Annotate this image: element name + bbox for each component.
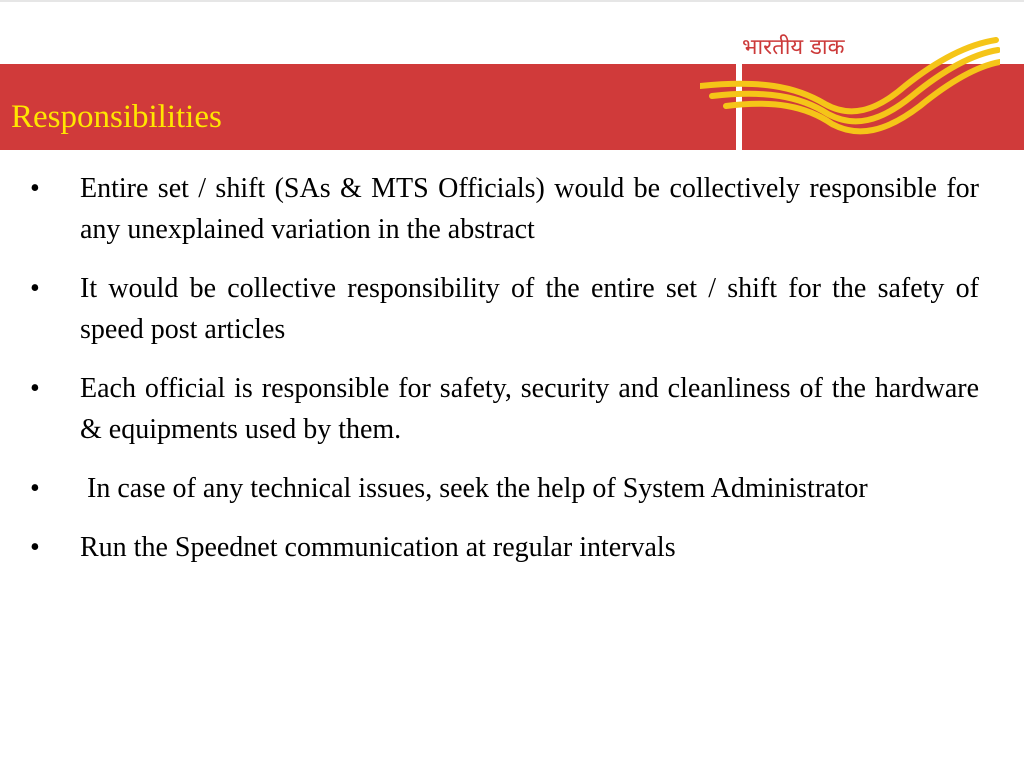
bullet-marker: • — [30, 473, 40, 504]
bullet-marker: • — [30, 173, 40, 204]
bullet-text: Run the Speednet communication at regular intervals — [80, 532, 676, 563]
bullet-text: It would be collective responsibility of the entire set / shift for the safety of speed post articles — [80, 273, 979, 345]
bullet-marker: • — [30, 373, 40, 404]
bullet-item — [30, 168, 979, 250]
top-divider — [0, 0, 1024, 2]
bullet-list — [30, 168, 979, 586]
logo-text: भारतीय डाक — [742, 35, 845, 60]
bullet-text: In case of any technical issues, seek the help of System Administrator — [80, 473, 868, 504]
bullet-item — [30, 527, 979, 568]
bullet-text: Entire set / shift (SAs & MTS Officials) would be collectively responsible for any unexplained variation in the abstract — [80, 173, 979, 245]
bullet-item — [30, 268, 979, 350]
slide-title: Responsibilities — [11, 99, 222, 135]
bullet-item — [30, 368, 979, 450]
bullet-text: Each official is responsible for safety, security and cleanliness of the hardware & equipments used by them. — [80, 373, 979, 445]
bullet-marker: • — [30, 532, 40, 563]
bullet-item — [30, 468, 979, 509]
bullet-marker: • — [30, 273, 40, 304]
